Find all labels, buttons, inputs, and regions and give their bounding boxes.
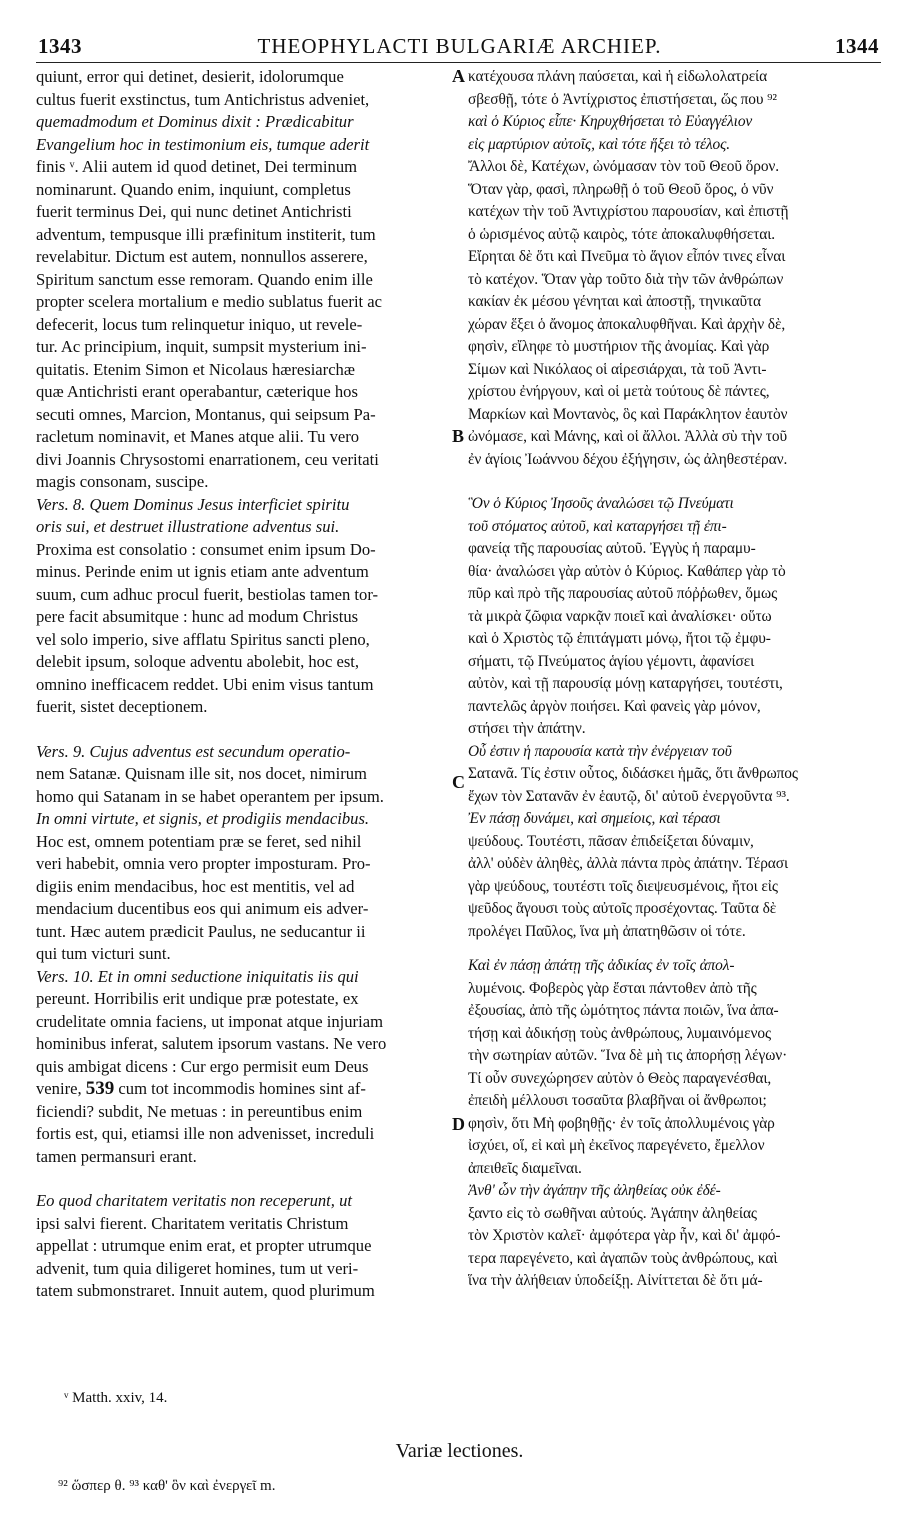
latin-line: tatem submonstraret. Innuit autem, quod plurimum [36,1281,375,1300]
greek-line: ἐξουσίας, ἀπὸ τῆς ὠμότητος πάντα ποιῶν, ἵνα ἀπα- [468,1002,779,1019]
greek-verse-heading: Ἐν πάσῃ δυνάμει, καὶ σημείοις, καὶ τέρασι [468,810,721,827]
greek-line: λυμένοις. Φοβερὸς γὰρ ἔσται πάντοθεν ἀπὸ τῆς [468,979,757,997]
latin-line: oris sui, et destruet illustratione adventus sui. [36,517,340,536]
latin-line: qui tum victuri sunt. [36,944,171,963]
greek-line: χώραν ἕξει ὁ ἄνομος ἀποκαλυφθῆναι. Καὶ ἀρχὴν δὲ, [468,315,786,333]
greek-line: Ὅταν γὰρ, φασὶ, πληρωθῇ ὁ τοῦ Θεοῦ ὅρος, ὁ νῦν [468,180,774,198]
header-rule [36,62,881,63]
greek-line: Σατανᾶ. Τίς ἐστιν οὗτος, διδάσκει ἡμᾶς, ὅτι ἄνθρωπος [468,765,798,782]
latin-line: pere facit absumitque : hunc ad modum Christus [36,607,359,626]
latin-line: appellat : utrumque enim erat, et propter utrumque [36,1236,372,1255]
greek-line: ψεύδους. Τουτέστι, πᾶσαν ἐπιδείξεται δύναμιν, [468,832,754,850]
latin-verse-heading: Vers. 9. Cujus adventus est secundum operatio- [36,741,351,761]
greek-line: καὶ ὁ Κύριος εἶπε· Κηρυχθήσεται τὸ Εὐαγγέλιον [468,113,753,130]
greek-line: φησὶν, εἴληφε τὸ μυστήριον τῆς ἀνομίας. Καὶ γὰρ [468,338,770,355]
greek-line: σβεσθῇ, τότε ὁ Ἀντίχριστος ἐπιστήσεται, ὥς που ⁹² [468,90,777,108]
running-header [0,34,919,60]
greek-line: φησὶν, ὅτι Μὴ φοβηθῇς· ἐν τοῖς ἀπολλυμένοις γὰρ [468,1114,775,1132]
latin-line: quitatis. Etenim Simon et Nicolaus hæresiarchæ [36,359,355,379]
latin-line: In omni virtute, et signis, et prodigiis mendacibus. [36,809,370,828]
greek-line: τὴν σωτηρίαν αὐτῶν. Ἵνα δὲ μὴ τις ἀπορήσῃ λέγων· [468,1047,788,1064]
greek-line: γὰρ ψεύδους, τουτέστι τοῖς διεψευσμένοις, ἤτοι εἰς [468,877,778,895]
latin-line: pereunt. Horribilis erit undique præ potestate, ex [36,989,359,1008]
greek-line: ἰσχύει, οἵ, εἰ καὶ μὴ ἐκεῖνος παρεγένετο, ἔμελλον [468,1137,765,1154]
latin-line: Evangelium hoc in testimonium eis, tumque aderit [36,134,370,154]
latin-line: tur. Ac principium, inquit, sumpsit mysterium ini- [36,337,367,356]
latin-line: secuti omnes, Marcion, Montanus, qui seipsum Pa- [36,404,376,424]
latin-line: adventum, tempusque illi præfinitum institerit, tum [36,224,376,244]
greek-line: καὶ ὁ Χριστὸς τῷ ἐπιτάγματι μόνῳ, ἤτοι τῷ ἐμφυ- [468,630,771,647]
greek-line: Ἄλλοι δὲ, Κατέχων, ὠνόμασαν τὸν τοῦ Θεοῦ ὅρον. [468,158,780,175]
greek-line: θία· ἀναλώσει γὰρ αὐτὸν ὁ Κύριος. Καθάπερ γὰρ τὸ [468,562,786,580]
latin-line: vel solo imperio, sive afflatu Spiritus sancti pleno, [36,629,370,649]
latin-word: venire, [36,1079,82,1098]
greek-line: χρίστου ἐνήργουν, καὶ οἱ μετὰ τούτους δὲ πάντες, [468,383,770,400]
greek-line: ξαντο εἰς τὸ σωθῆναι αὐτούς. Ἀγάπην ἀληθείας [468,1204,757,1222]
latin-line: omnino inefficacem reddet. Ubi enim visus tantum [36,674,374,694]
latin-line: crudelitate omnia faciens, ut imponat atque injuriam [36,1011,383,1031]
latin-line: Proxima est consolatio : consumet enim ipsum Do- [36,539,376,559]
greek-verse-heading: Οὗ ἐστιν ἡ παρουσία κατὰ τὴν ἐνέργειαν τοῦ [468,742,732,760]
latin-line: suum, cum adhuc procul fuerit, bestiolas tamen tor- [36,584,379,604]
latin-line: nem Satanæ. Quisnam ille sit, nos docet, nimirum [36,764,367,783]
latin-line: tunt. Hæc autem prædicit Paulus, ne seducantur ii [36,921,366,941]
latin-line [36,1078,456,1101]
greek-line: τοῦ στόματος αὐτοῦ, καὶ καταργήσει τῇ ἐπι- [468,517,727,535]
latin-line: divi Joannis Chrysostomi enarrationem, ceu veritati [36,449,379,469]
greek-line: Εἴρηται δὲ ὅτι καὶ Πνεῦμα τὸ ἅγιον εἶπόν τινες εἶναι [468,248,786,265]
footnote: ᵛ Matth. xxiv, 14. [64,1390,168,1406]
greek-line: τερα παρεγένετο, καὶ ἀγαπῶν τοὺς ἀνθρώπους, καὶ [468,1249,778,1267]
greek-line: κατέχουσα πλάνη παύσεται, καὶ ἡ εἰδωλολατρεία [468,68,768,85]
greek-line: Σίμων καὶ Νικόλαος οἱ αἱρεσιάρχαι, τὰ τοῦ Ἀντι- [468,360,767,378]
greek-line: Τί οὖν συνεχώρησεν αὐτὸν ὁ Θεὸς παραγενέσθαι, [468,1069,772,1087]
greek-line: αὐτὸν, καὶ τῇ παρουσίᾳ μόνῃ καταργήσει, τουτέστι, [468,675,783,692]
latin-line: revelabitur. Dictum est autem, nonnullos asserere, [36,247,368,266]
greek-verse-heading: Ὃν ὁ Κύριος Ἰησοῦς ἀναλώσει τῷ Πνεύματι [468,495,734,512]
latin-line: defecerit, locus tum relinquetur iniquo, ut revele- [36,314,363,334]
latin-line: nominarunt. Quando enim, inquiunt, completus [36,179,351,199]
greek-line: πῦρ καὶ πρὸ τῆς παρουσίας αὐτοῦ πόῤῥωθεν, ὅμως [468,585,778,602]
latin-line: ficiendi? subdit, Ne metuas : in pereuntibus enim [36,1101,363,1121]
greek-line: τὰ μικρὰ ζῶφια ναρκᾷν ποιεῖ καὶ ἀναλίσκει· οὕτω [468,607,772,625]
latin-line: Spiritum sanctum esse remoram. Quando enim ille [36,269,373,289]
greek-line: ἀπειθεῖς διαμεῖναι. [468,1159,582,1177]
latin-line: cultus fuerit exstinctus, tum Antichristus adveniet, [36,89,370,109]
latin-line: minus. Perinde enim ut ignis etiam ante adventum [36,562,369,581]
greek-line: ἔχων τὸν Σατανᾶν ἐν ἑαυτῷ, δι' αὐτοῦ ἐνεργοῦντα ⁹³. [468,787,790,805]
latin-verse-heading: Eo quod charitatem veritatis non receperunt, ut [36,1191,352,1210]
greek-line: ἵνα τὴν ἀλήθειαν ὑποδείξῃ. Αἰνίττεται δὲ ὅτι μά- [468,1272,763,1289]
greek-line: Μαρκίων καὶ Μοντανὸς, ὃς καὶ Παράκλητον ἑαυτὸν [468,405,788,423]
latin-line: homo qui Satanam in se habet operantem per ipsum. [36,786,384,806]
greek-line: ἐν ἁγίοις Ἰωάννου δέχου ἐξήγησιν, ὡς ἀληθεστέραν. [468,450,788,468]
greek-line: προλέγει Παῦλος, ἵνα μὴ ἀπατηθῶσιν οἱ τότε. [468,922,746,940]
greek-line: τὸ κατέχον. Ὅταν γὰρ τοῦτο διὰ τὴν τῶν ἀνθρώπων [468,270,784,288]
margin-letter-b: B [452,426,465,446]
variae-lectiones-heading: Variæ lectiones. [395,1440,524,1462]
greek-column [468,66,883,1293]
latin-line: hominibus inferat, salutem ipsorum vastans. Ne vero [36,1034,387,1053]
greek-line: σήματι, τῷ Πνεύματος ἁγίου γέμοντι, ἀφανίσει [468,652,755,670]
latin-line: finis ᵛ. Alii autem id quod detinet, Dei terminum [36,157,358,176]
latin-line: quiunt, error qui detinet, desierit, idolorumque [36,67,344,86]
latin-line: magis consonam, suscipe. [36,472,209,491]
greek-line: τήσῃ καὶ ἀδικήσῃ τοὺς ἀνθρώπους, λυμαινόμενος [468,1024,771,1042]
greek-line: φανείᾳ τῆς παρουσίας αὐτοῦ. Ἐγγὺς ἡ παραμυ- [468,540,756,557]
running-title: THEOPHYLACTI BULGARIÆ ARCHIEP. [257,34,662,58]
greek-verse-heading: Ἀνθ' ὧν τὴν ἀγάπην τῆς ἀληθείας οὐκ ἐδέ- [468,1182,721,1199]
greek-line: κατέχων τὴν τοῦ Ἀντιχρίστου παρουσίαν, καὶ ἐπιστῇ [468,203,789,220]
greek-line: ὁ ὡρισμένος αὐτῷ καιρὸς, τότε ἀποκαλυφθήσεται. [468,225,776,243]
greek-line: ἐπειδὴ μέλλουσι τοσαῦτα βλαβῆναι οἱ ἄνθρωποι; [468,1092,767,1109]
latin-line: digiis enim mendacibus, hoc est mentitis, vel ad [36,876,355,896]
latin-line: fuerit, sistet deceptionem. [36,697,208,716]
latin-line: ipsi salvi fierent. Charitatem veritatis Christum [36,1213,349,1233]
greek-line: ὠνόμασε, καὶ Μάνης, καὶ οἱ ἄλλοι. Ἀλλὰ σὺ τὴν τοῦ [468,428,788,445]
latin-line: quemadmodum et Dominus dixit : Prædicabitur [36,112,354,131]
page-number-right: 1344 [835,34,879,58]
greek-line: κακίαν ἐκ μέσου γένηται καὶ ἀποστῇ, τηνικαῦτα [468,293,762,310]
latin-line: veri habebit, omnia vero propter imposturam. Pro- [36,854,371,873]
latin-line: Hoc est, omnem potentiam præ se feret, sed nihil [36,831,362,851]
latin-line: delebit ipsum, soloque adventu abolebit, hoc est, [36,652,360,671]
greek-line: ψεῦδος ἄγουσι τοὺς αὐτοῖς προσέχοντας. Ταῦτα δὲ [468,900,777,917]
latin-line: quis ambigat dicens : Cur ergo permisit eum Deus [36,1056,369,1076]
column-number: 539 [85,1078,115,1099]
page-number-left: 1343 [38,34,82,58]
margin-letter-d: D [452,1114,465,1134]
greek-line: παντελῶς ἀργὸν ποιήσει. Καὶ φανεὶς γὰρ μόνον, [468,697,761,715]
margin-letter-a: A [452,66,465,86]
latin-line: advenit, tum quia diligeret homines, tum ut veri- [36,1258,359,1278]
latin-verse-heading: Vers. 8. Quem Dominus Jesus interficiet spiritu [36,494,350,514]
greek-line: εἰς μαρτύριον αὐτοῖς, καὶ τότε ἥξει τὸ τέλος. [468,135,731,153]
latin-line: fortis est, qui, etiamsi ille non advenisset, increduli [36,1124,375,1143]
variant-readings: ⁹² ὥσπερ θ. ⁹³ καθ' ὃν καὶ ἐνεργεῖ m. [58,1478,276,1494]
latin-verse-heading: Vers. 10. Et in omni seductione iniquitatis iis qui [36,966,359,986]
latin-line: mendacium ducentibus eos qui animum eis adver- [36,899,369,918]
greek-line: τὸν Χριστὸν καλεῖ· ἀμφότερα γὰρ ἦν, καὶ δι' ἀμφό- [468,1227,781,1244]
latin-line: racletum nominavit, et Manes atque alii. Tu vero [36,427,360,446]
latin-line: fuerit terminus Dei, qui nunc detinet Antichristi [36,202,352,221]
greek-line: στήσει τὴν ἀπάτην. [468,720,586,737]
latin-word: cum tot incommodis homines sint af- [118,1079,366,1098]
latin-line: tamen permansuri erant. [36,1146,197,1166]
latin-line: propter scelera mortalium e medio sublatus fuerit ac [36,292,383,311]
greek-line: ἀλλ' οὐδὲν ἀληθὲς, ἀλλὰ πάντα πρὸς ἀπάτην. Τέρασι [468,855,788,872]
latin-column [36,66,456,1303]
margin-letter-c: C [452,772,465,792]
latin-line: quæ Antichristi erant operabantur, cæterique hos [36,382,358,401]
greek-verse-heading: Καὶ ἐν πάσῃ ἀπάτῃ τῆς ἀδικίας ἐν τοῖς ἀπολ- [468,957,735,974]
